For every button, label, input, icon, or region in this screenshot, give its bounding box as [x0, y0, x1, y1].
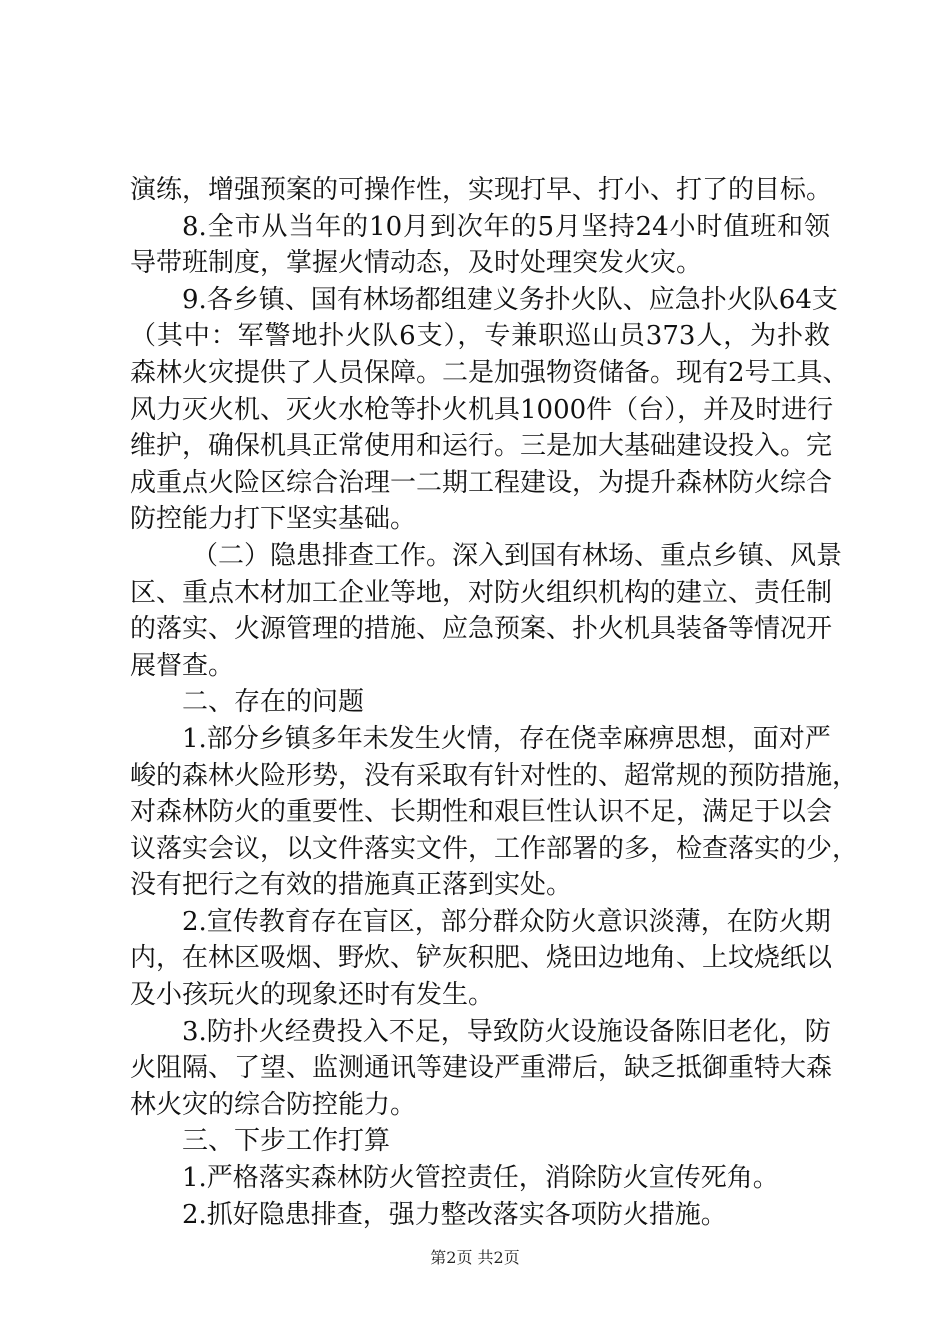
text-line: 演练，增强预案的可操作性，实现打早、打小、打了的目标。: [130, 175, 833, 205]
text-line: 风力灭火机、灭火水枪等扑火机具1000件（台），并及时进行: [130, 394, 834, 425]
text-line: 展督查。: [130, 650, 235, 681]
text-line: 议落实会议，以文件落实文件，工作部署的多，检查落实的少，: [130, 833, 859, 864]
text-line: 3.防扑火经费投入不足，导致防火设施设备陈旧老化，防: [182, 1016, 831, 1047]
text-line: 9.各乡镇、国有林场都组建义务扑火队、应急扑火队64支: [182, 284, 838, 315]
text-line: 森林火灾提供了人员保障。二是加强物资储备。现有2号工具、: [130, 357, 849, 388]
text-line: 林火灾的综合防控能力。: [130, 1089, 417, 1120]
text-line: 导带班制度，掌握火情动态，及时处理突发火灾。: [130, 248, 703, 279]
text-line: 成重点火险区综合治理一二期工程建设，为提升森林防火综合: [130, 467, 833, 498]
text-line: 峻的森林火险形势，没有采取有针对性的、超常规的预防措施，: [130, 760, 859, 791]
text-line: 没有把行之有效的措施真正落到实处。: [130, 870, 573, 901]
text-line: 区、重点木材加工企业等地，对防火组织机构的建立、责任制: [130, 577, 833, 608]
text-line: 2.宣传教育存在盲区，部分群众防火意识淡薄，在防火期: [182, 906, 831, 937]
section-heading: 二、存在的问题: [182, 687, 365, 718]
text-line: 对森林防火的重要性、长期性和艰巨性认识不足，满足于以会: [130, 797, 833, 828]
text-line: 维护，确保机具正常使用和运行。三是加大基础建设投入。完: [130, 431, 833, 462]
text-line: （其中：军警地扑火队6支），专兼职巡山员373人，为扑救: [130, 321, 830, 352]
page-number: 第2页 共2页: [430, 1248, 520, 1267]
text-line: 1.部分乡镇多年未发生火情，存在侥幸麻痹思想，面对严: [182, 723, 831, 754]
section-heading: 三、下步工作打算: [182, 1126, 391, 1157]
text-line: 内，在林区吸烟、野炊、铲灰积肥、烧田边地角、上坟烧纸以: [130, 943, 833, 974]
text-line: （二）隐患排查工作。深入到国有林场、重点乡镇、风景: [192, 540, 843, 571]
text-line: 火阻隔、了望、监测通讯等建设严重滞后，缺乏抵御重特大森: [130, 1053, 833, 1084]
text-line: 2.抓好隐患排查，强力整改落实各项防火措施。: [182, 1199, 727, 1230]
text-line: 及小孩玩火的现象还时有发生。: [130, 980, 495, 1011]
document-body: [130, 172, 859, 1233]
page-footer: [0, 1245, 950, 1268]
text-line: 1.严格落实森林防火管控责任，消除防火宣传死角。: [182, 1163, 779, 1194]
text-line: 8.全市从当年的10月到次年的5月坚持24小时值班和领: [182, 211, 830, 242]
text-line: 的落实、火源管理的措施、应急预案、扑火机具装备等情况开: [130, 614, 833, 645]
text-line: 防控能力打下坚实基础。: [130, 504, 417, 535]
